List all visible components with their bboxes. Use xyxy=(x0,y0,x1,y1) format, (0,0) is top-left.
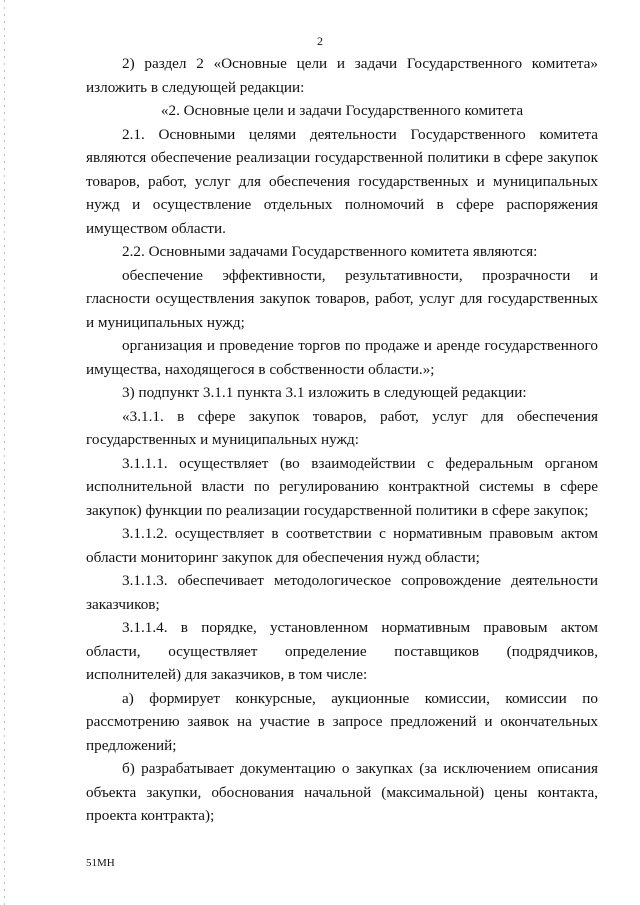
paragraph: организация и проведение торгов по продаже и аренде государственного имущества, находящегося в собственности области.»; xyxy=(86,337,598,378)
paragraph: 3) подпункт 3.1.1 пункта 3.1 изложить в следующей редакции: xyxy=(122,384,527,401)
paragraph: 2.1. Основными целями деятельности Государственного комитета являются обеспечение реализации государственной политики в сфере закупок товаров, работ, услуг для обеспечения государственных и муниципальных нужд и осуществление отдельных полномочий в сфере распоряжения имуществом области. xyxy=(86,125,598,237)
paragraph: 3.1.1.1. осуществляет (во взаимодействии с федеральным органом исполнительной власти по регулированию контрактной системы в сфере закупок) функции по реализации государственной политики в сфере закупок; xyxy=(86,454,598,519)
paragraph: 2.2. Основными задачами Государственного комитета являются: xyxy=(122,243,538,260)
paragraph: 2) раздел 2 «Основные цели и задачи Государственного комитета» изложить в следующей редакции: xyxy=(86,55,598,96)
paragraph: 3.1.1.3. обеспечивает методологическое сопровождение деятельности заказчиков; xyxy=(86,572,598,613)
section-heading: «2. Основные цели и задачи Государственного комитета xyxy=(160,102,524,119)
page-number: 2 xyxy=(317,34,323,48)
document-code: 51МН xyxy=(86,857,115,869)
document-body xyxy=(86,52,598,828)
paragraph: б) разрабатывает документацию о закупках (за исключением описания объекта закупки, обоснования начальной (максимальной) цены контакта, проекта контракта); xyxy=(86,760,598,824)
paragraph: а) формирует конкурсные, аукционные комиссии, комиссии по рассмотрению заявок на участие в запросе предложений и окончательных предложений; xyxy=(86,689,598,754)
paragraph: обеспечение эффективности, результативности, прозрачности и гласности осуществления закупок товаров, работ, услуг для государственных и муниципальных нужд; xyxy=(86,266,598,331)
paragraph: 3.1.1.2. осуществляет в соответствии с нормативным правовым актом области мониторинг закупок для обеспечения нужд области; xyxy=(86,525,598,566)
paragraph: 3.1.1.4. в порядке, установленном нормативным правовым актом области, осуществляет определение поставщиков (подрядчиков, исполнителей) для заказчиков, в том числе: xyxy=(86,619,598,683)
scan-edge-artifact xyxy=(4,0,5,905)
paragraph: «3.1.1. в сфере закупок товаров, работ, услуг для обеспечения государственных и муниципальных нужд: xyxy=(86,407,598,448)
